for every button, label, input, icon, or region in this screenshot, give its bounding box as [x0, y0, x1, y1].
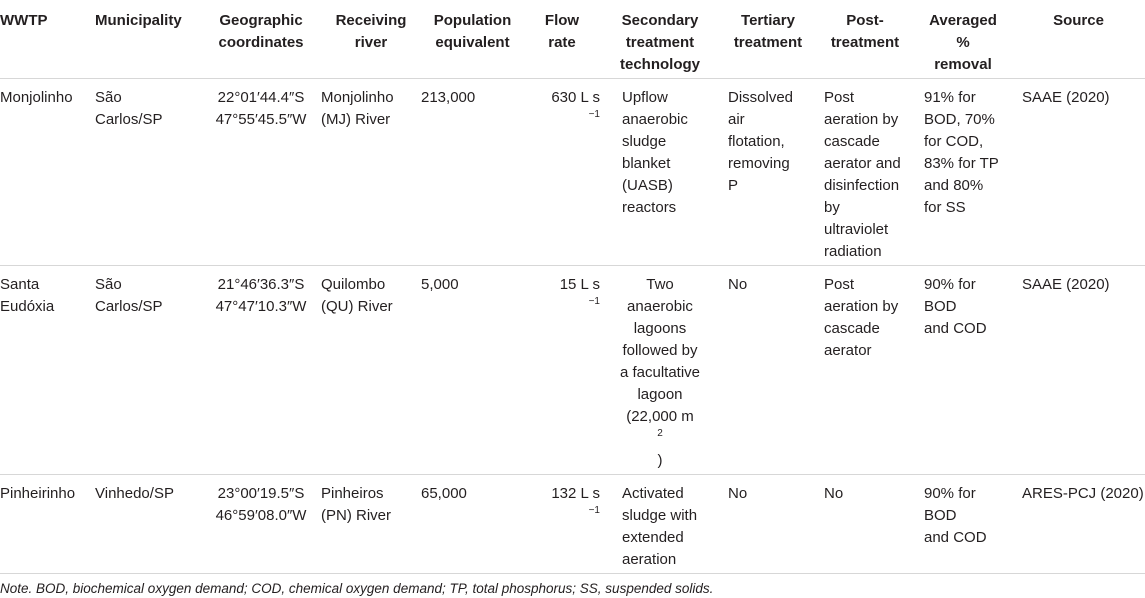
- cell-coordinates: 23°00′19.5″S 46°59′08.0″W: [201, 475, 321, 574]
- cell-population: 5,000: [421, 266, 524, 475]
- cell-tertiary: No: [720, 475, 816, 574]
- header-receiving-river: Receiving river: [321, 0, 421, 79]
- cell-secondary: Two anaerobic lagoons followed by a facultative lagoon (22,000 m $^2$ ): [600, 266, 720, 475]
- header-post-treatment: Post- treatment: [816, 0, 914, 79]
- cell-post-treatment: Post aeration by cascade aerator and disinfection by ultraviolet radiation: [816, 79, 914, 266]
- header-wwtp: WWTP: [0, 0, 95, 79]
- header-tertiary-treatment: Tertiary treatment: [720, 0, 816, 79]
- header-averaged-removal: Averaged % removal: [914, 0, 1012, 79]
- cell-wwtp: Santa Eudóxia: [0, 266, 95, 475]
- cell-tertiary: Dissolved air flotation, removing P: [720, 79, 816, 266]
- cell-river: Quilombo (QU) River: [321, 266, 421, 475]
- table-footnote: Note. BOD, biochemical oxygen demand; COD, chemical oxygen demand; TP, total phosphorus; SS, suspended solids.: [0, 581, 714, 596]
- cell-municipality: Vinhedo/SP: [95, 475, 201, 574]
- cell-secondary: Activated sludge with extended aeration: [600, 475, 720, 574]
- cell-flow-rate: 132 L s $^{-1}$: [524, 475, 600, 574]
- cell-removal: 90% for BOD and COD: [914, 475, 1012, 574]
- cell-tertiary: No: [720, 266, 816, 475]
- table-row: [0, 475, 1145, 574]
- cell-post-treatment: Post aeration by cascade aerator: [816, 266, 914, 475]
- header-source: Source: [1012, 0, 1145, 79]
- cell-source: SAAE (2020): [1012, 79, 1145, 266]
- cell-river: Pinheiros (PN) River: [321, 475, 421, 574]
- cell-removal: 91% for BOD, 70% for COD, 83% for TP and 80% for SS: [914, 79, 1012, 266]
- cell-flow-rate: 15 L s $^{-1}$: [524, 266, 600, 475]
- table-row: [0, 266, 1145, 475]
- header-secondary-treatment: Secondary treatment technology: [600, 0, 720, 79]
- cell-population: 65,000: [421, 475, 524, 574]
- cell-river: Monjolinho (MJ) River: [321, 79, 421, 266]
- table-row: [0, 79, 1145, 266]
- cell-secondary: Upflow anaerobic sludge blanket (UASB) reactors: [600, 79, 720, 266]
- header-flow-rate: Flow rate: [524, 0, 600, 79]
- cell-wwtp: Pinheirinho: [0, 475, 95, 574]
- cell-post-treatment: No: [816, 475, 914, 574]
- cell-wwtp: Monjolinho: [0, 79, 95, 266]
- cell-source: ARES-PCJ (2020): [1012, 475, 1145, 574]
- cell-municipality: São Carlos/SP: [95, 266, 201, 475]
- cell-coordinates: 21°46′36.3″S 47°47′10.3″W: [201, 266, 321, 475]
- header-coordinates: Geographic coordinates: [201, 0, 321, 79]
- header-population: Population equivalent: [421, 0, 524, 79]
- header-municipality: Municipality: [95, 0, 201, 79]
- cell-coordinates: 22°01′44.4″S 47°55′45.5″W: [201, 79, 321, 266]
- cell-flow-rate: 630 L s $^{-1}$: [524, 79, 600, 266]
- cell-source: SAAE (2020): [1012, 266, 1145, 475]
- cell-municipality: São Carlos/SP: [95, 79, 201, 266]
- cell-population: 213,000: [421, 79, 524, 266]
- cell-removal: 90% for BOD and COD: [914, 266, 1012, 475]
- header-row: [0, 0, 1145, 79]
